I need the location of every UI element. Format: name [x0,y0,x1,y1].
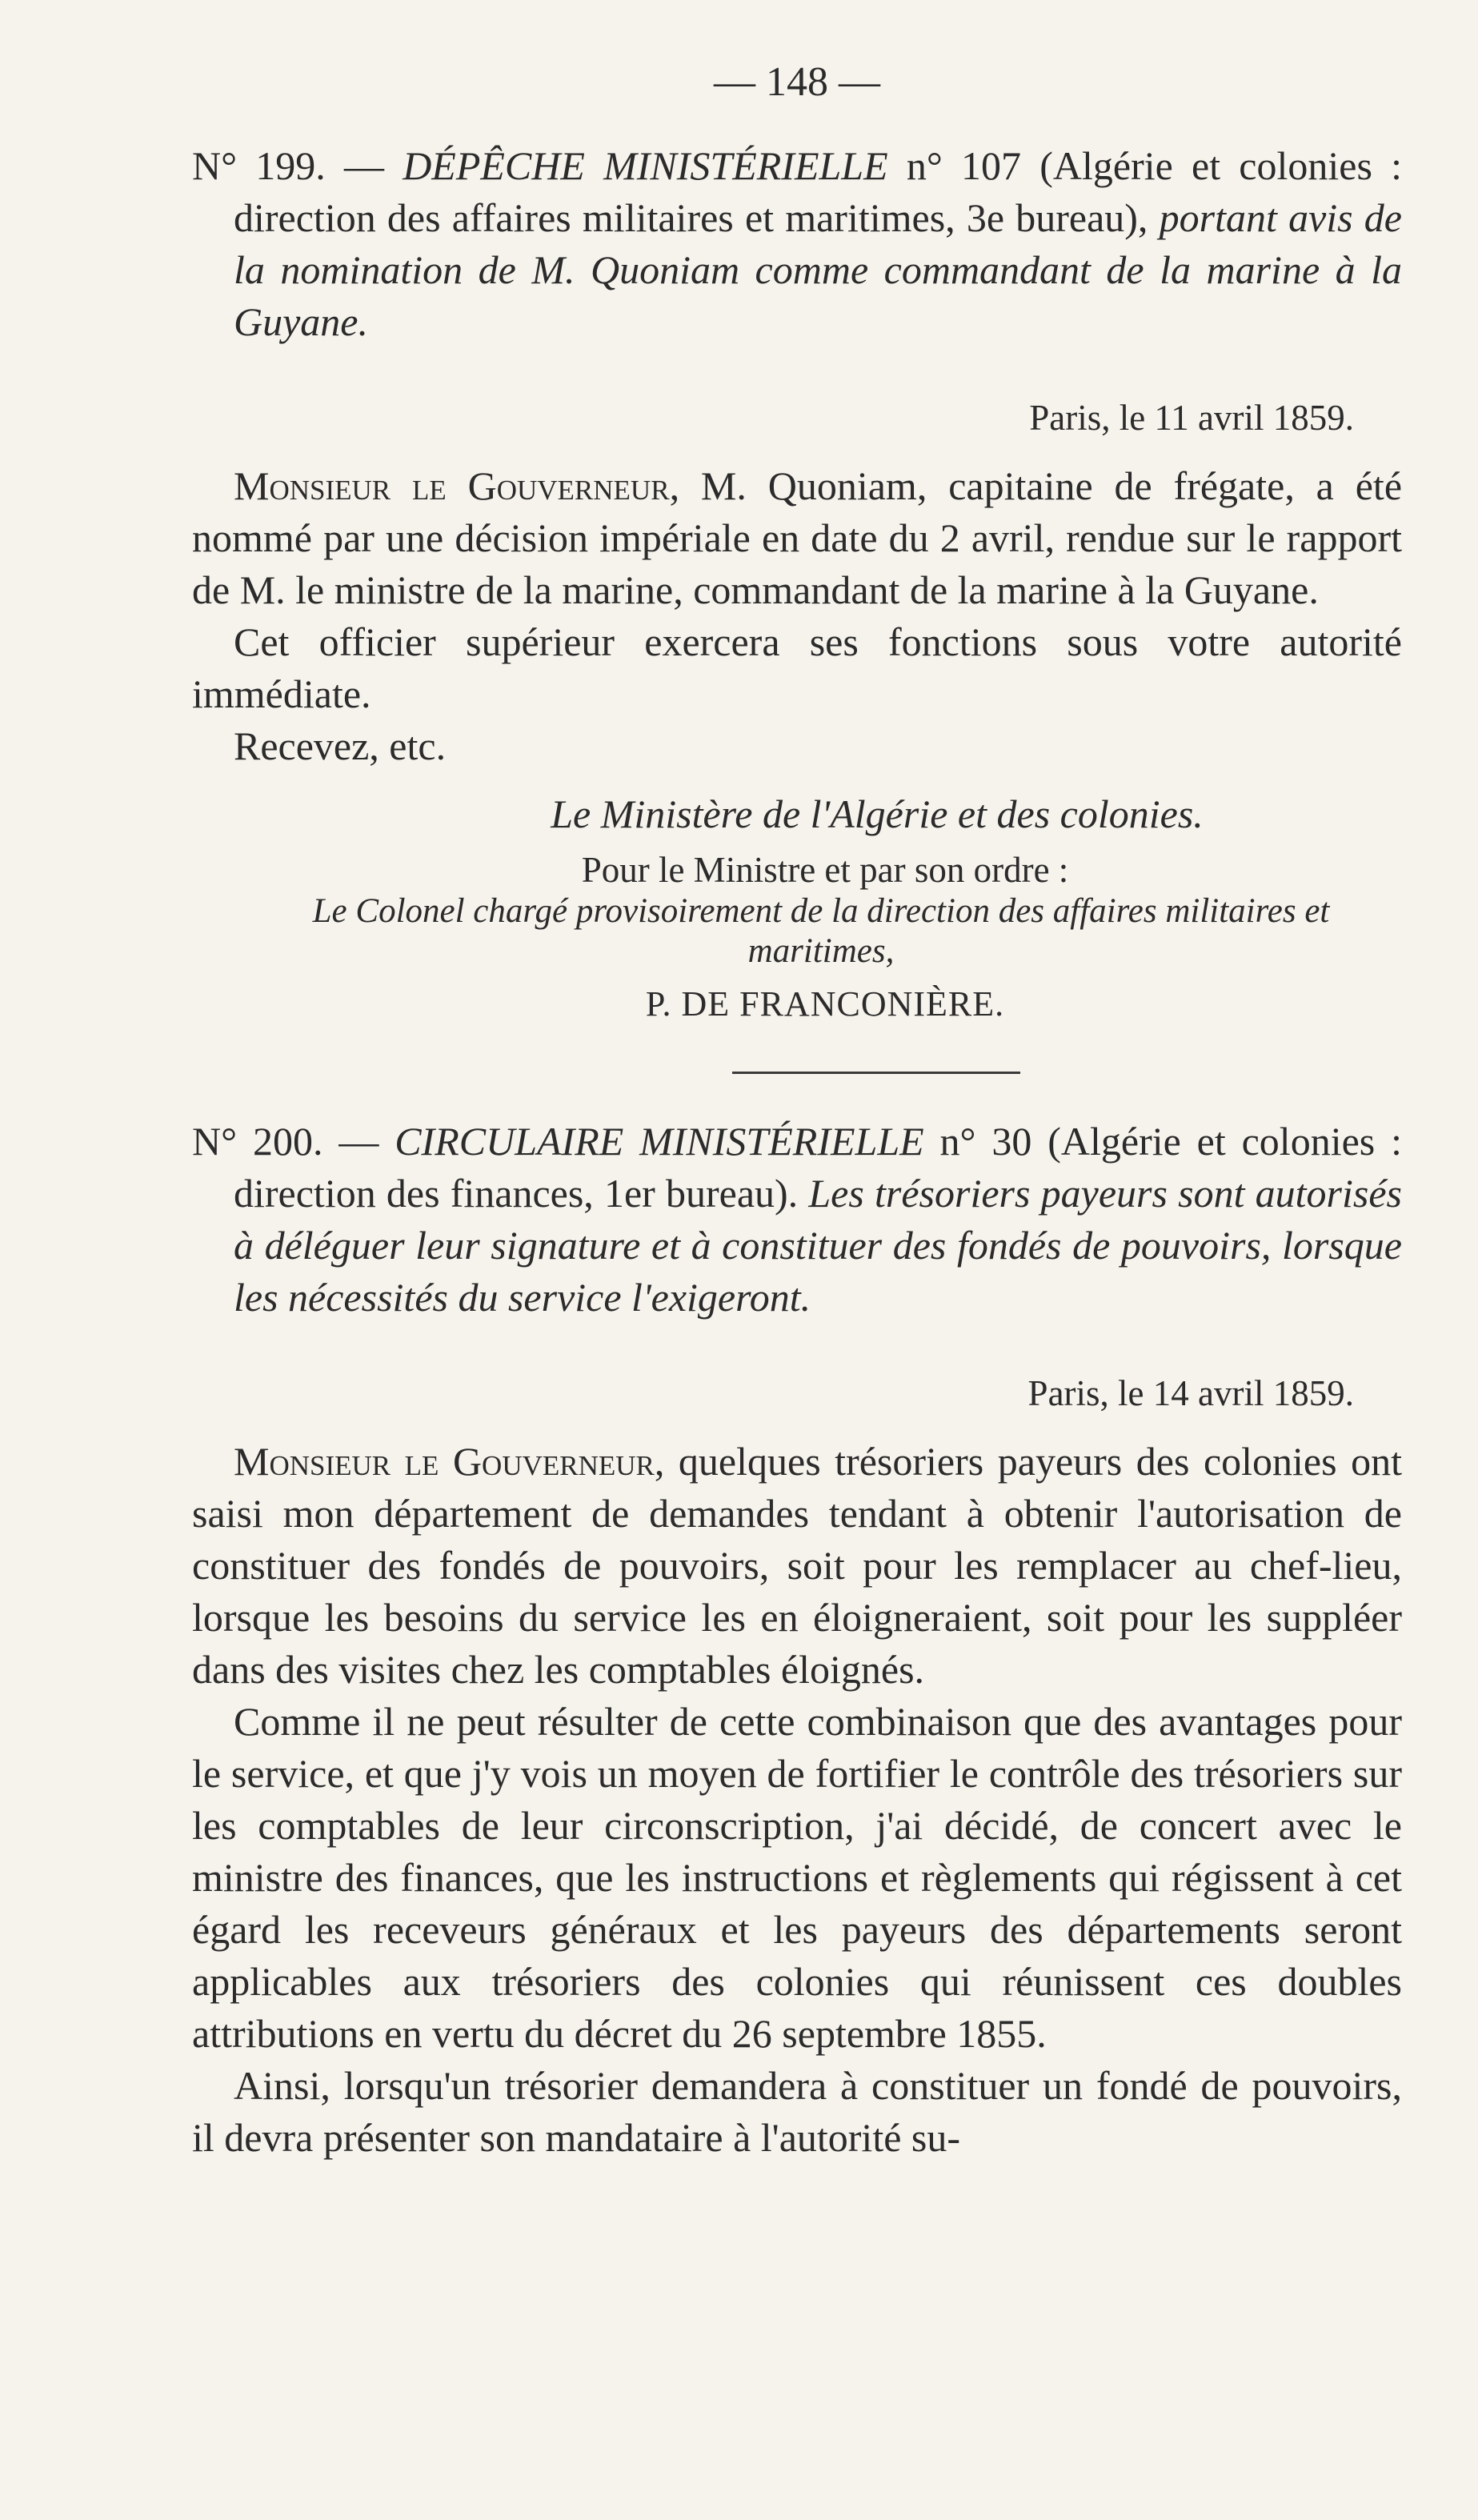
page-number: — 148 — [714,59,880,105]
entry-200-paragraph-1-text: , quelques trésoriers payeurs des colonies ont saisi mon département de demandes tendant à obtenir l'autorisation de constituer des fondés de pouvoirs, soit pour les remplacer au chef-lieu, lorsque les besoins du service les en éloigneraient, soit pour les suppléer dans des visites chez les comptables éloignés. [192,1439,1402,1692]
entry-200-paragraph-3: Ainsi, lorsqu'un trésorier demandera à constituer un fondé de pouvoirs, il devra présenter son mandataire à l'autorité su- [192,2063,1402,2160]
entry-200 [192,1116,1402,2164]
signature-order: Pour le Ministre et par son ordre : [581,850,1069,890]
entry-199-number: N° 199. — [192,143,403,188]
entry-199-paragraph-3: Recevez, etc. [234,723,447,768]
entry-200-salutation: Monsieur le Gouverneur [234,1439,655,1484]
signature-ministry: Le Ministère de l'Algérie et des colonies. [551,791,1204,836]
entry-200-dateline: Paris, le 14 avril 1859. [1027,1373,1354,1413]
entry-199-reference: n° 107 (Algérie et colonies : direction des affaires militaires et maritimes, 3e bureau), [234,143,1402,240]
entry-200-type: CIRCULAIRE MINISTÉRIELLE [395,1119,924,1164]
entry-199 [192,140,1402,1030]
entry-200-heading [192,1116,1402,1324]
entry-200-number: N° 200. — [192,1119,395,1164]
section-divider [732,1072,1020,1074]
entry-199-paragraph-1 [192,460,1402,616]
entry-199-subject: portant avis de la nomination de M. Quoniam comme commandant de la marine à la Guyane. [234,195,1403,344]
entry-200-subject: Les trésoriers payeurs sont autorisés à déléguer leur signature et à constituer des fondés de pouvoirs, lorsque les nécessités du service l'exigeront. [234,1171,1403,1320]
entry-200-paragraph-2: Comme il ne peut résulter de cette combinaison que des avantages pour le service, et que j'y vois un moyen de fortifier le contrôle des trésoriers sur les comptables de leur circonscription, j'ai décidé, de concert avec le ministre des finances, que les instructions et règlements qui régissent à cet égard les receveurs généraux et les payeurs des départements seront applicables aux trésoriers des colonies qui réunissent ces doubles attributions en vertu du décret du 26 septembre 1855. [192,1699,1402,2056]
entry-199-paragraph-1-text: , M. Quoniam, capitaine de frégate, a été nommé par une décision impériale en date du 2 avril, rendue sur le rapport de M. le ministre de la marine, commandant de la marine à la Guyane. [192,463,1403,612]
entry-200-reference: n° 30 (Algérie et colonies : direction des finances, 1er bureau). [234,1119,1402,1216]
signature-name: P. DE FRANCONIÈRE. [645,984,1005,1024]
entry-199-dateline: Paris, le 11 avril 1859. [1029,398,1354,438]
entry-200-paragraph-1 [192,1436,1402,1696]
entry-199-paragraph-2: Cet officier supérieur exercera ses fonctions sous votre autorité immédiate. [192,619,1402,716]
entry-199-heading [192,140,1402,348]
entry-199-salutation: Monsieur le Gouverneur [234,463,670,508]
entry-199-type: DÉPÊCHE MINISTÉRIELLE [403,143,888,188]
signature-title: Le Colonel chargé provisoirement de la direction des affaires militaires et maritimes, [312,892,1330,970]
entry-199-signature [192,788,1402,1030]
